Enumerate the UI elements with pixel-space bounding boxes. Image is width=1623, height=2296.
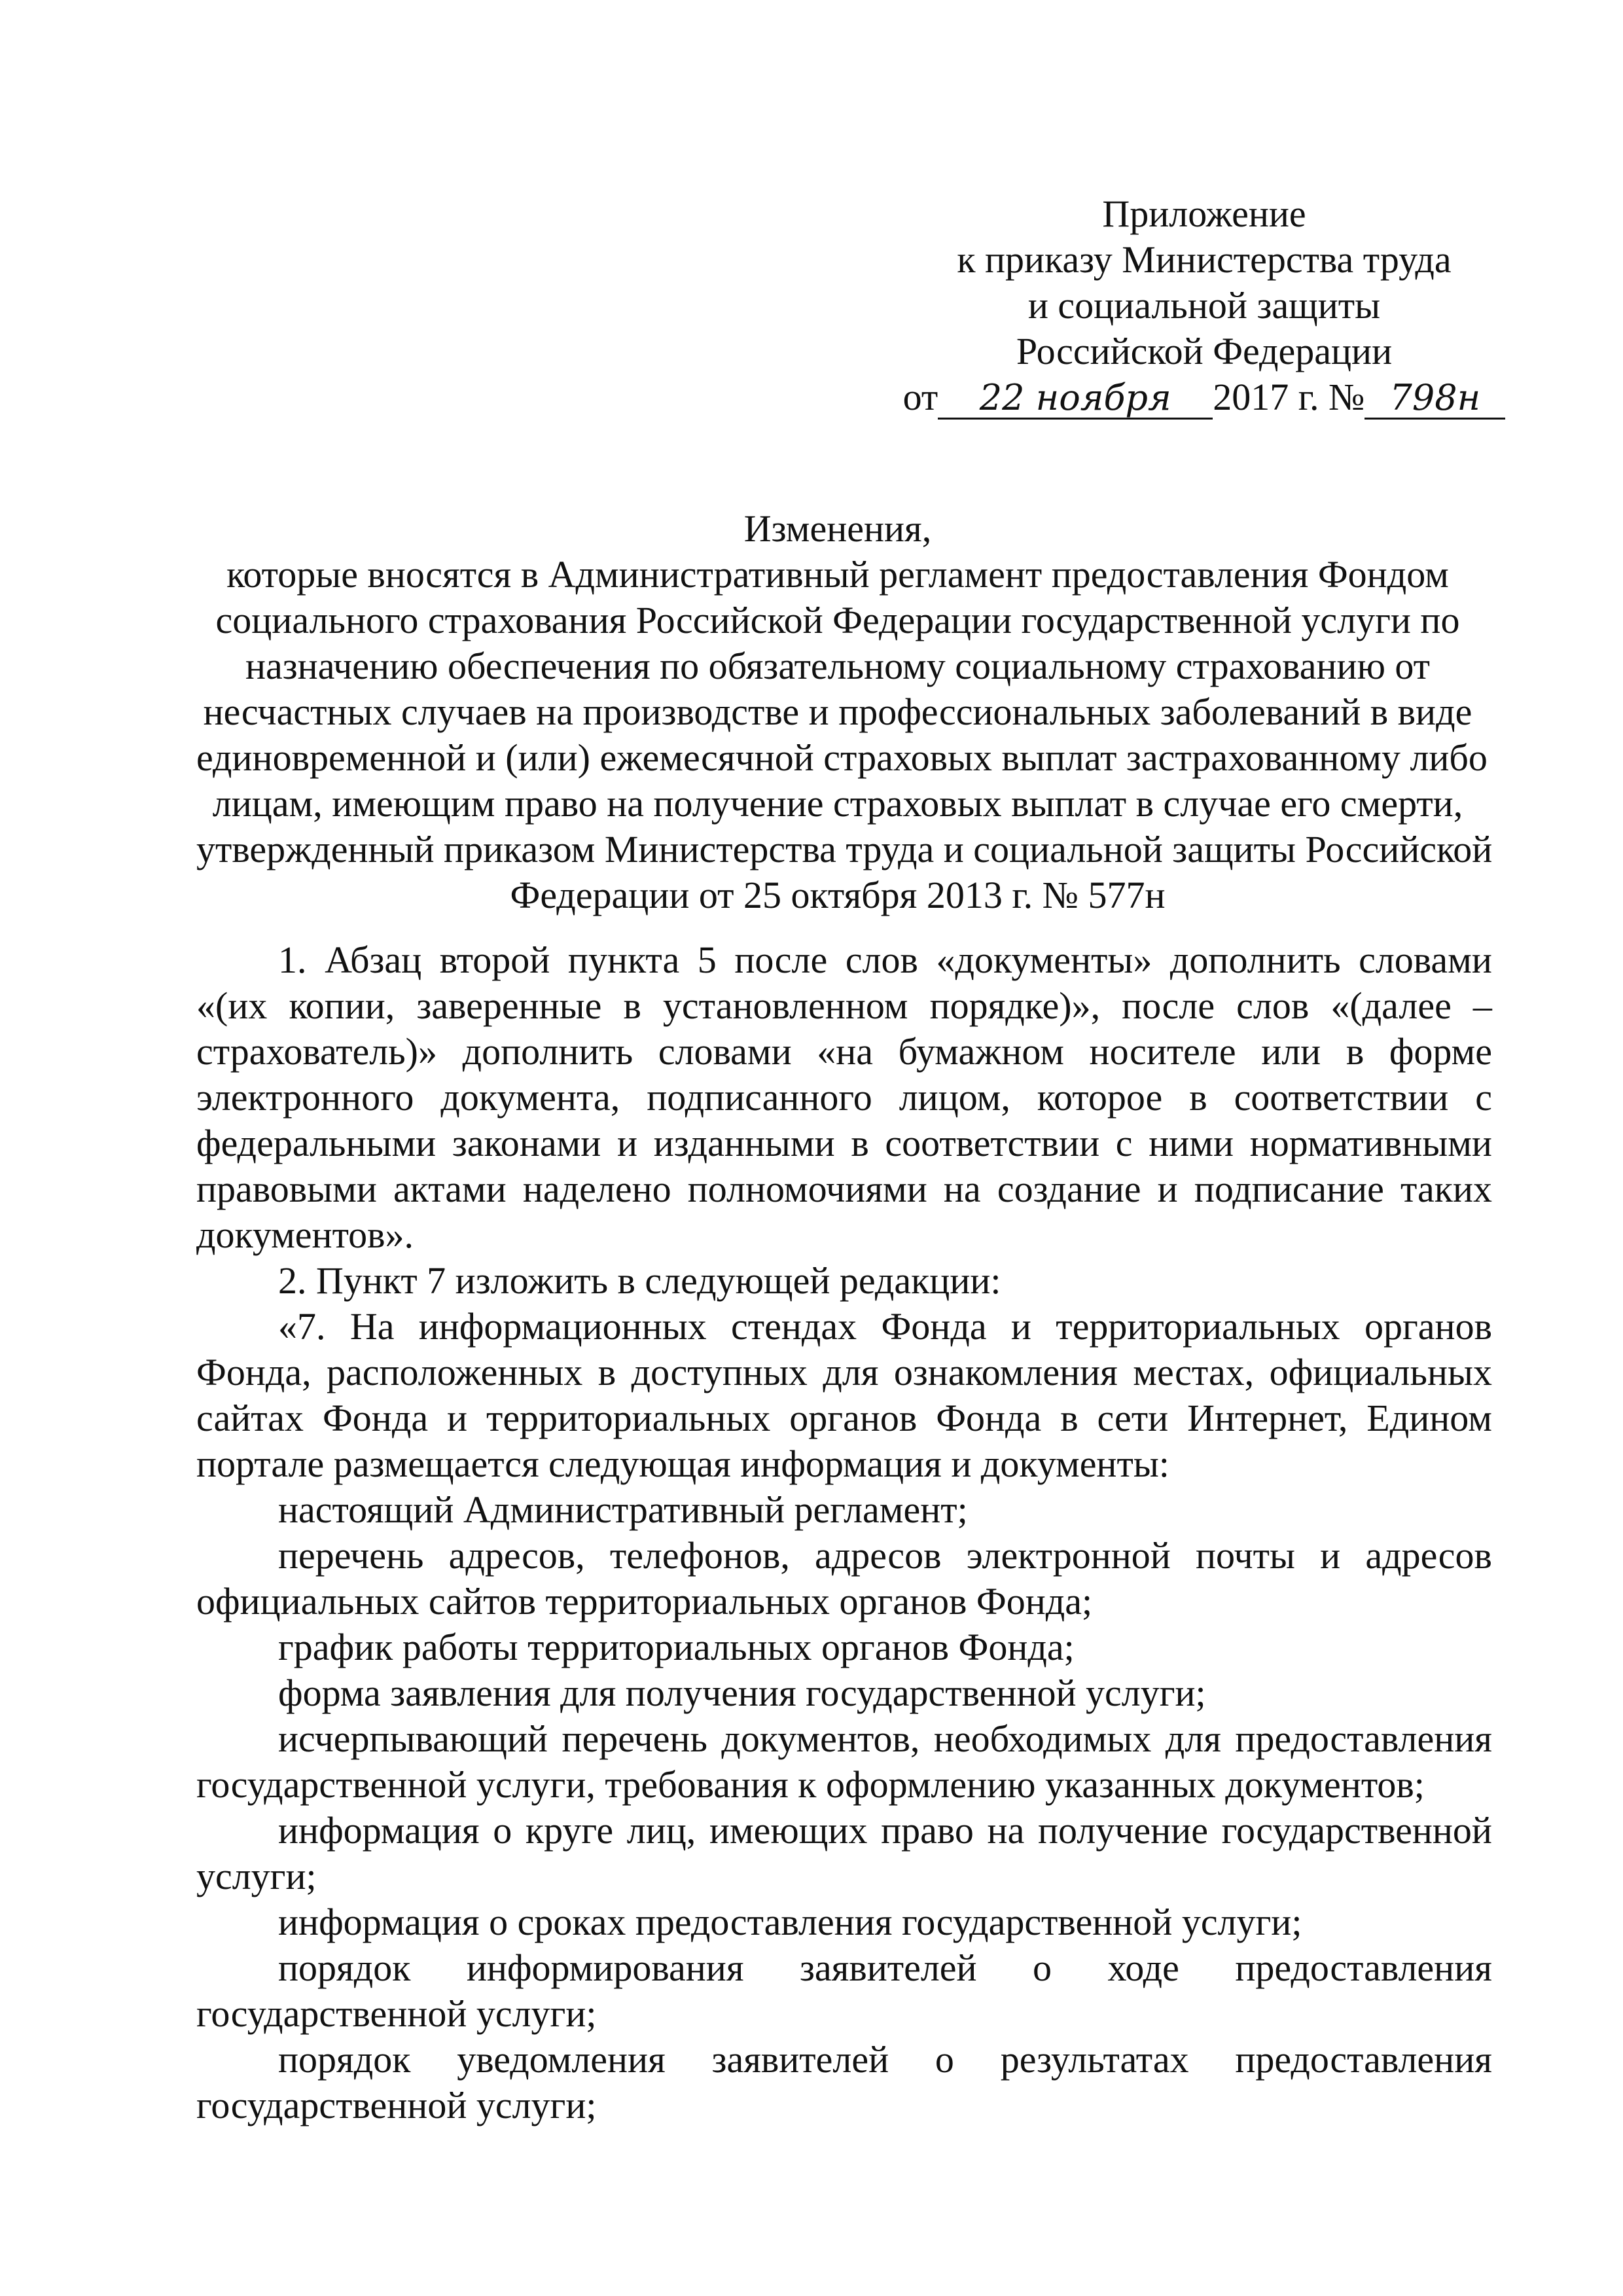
body-line: документов».	[196, 1213, 414, 1256]
body-line: государственной услуги;	[196, 2084, 597, 2126]
body-line: официальных сайтов территориальных органов Фонда;	[196, 1580, 1093, 1623]
body-line: страхователь)» дополнить словами «на бумажном носителе или в форме	[196, 1030, 1492, 1073]
handwritten-number: 798н	[1364, 378, 1505, 420]
body-line: исчерпывающий перечень документов, необходимых для предоставления	[278, 1717, 1492, 1760]
body-line: информация о круге лиц, имеющих право на получение государственной	[278, 1809, 1492, 1852]
handwritten-date: 22 ноября	[938, 378, 1213, 420]
body-line: государственной услуги, требования к оформлению указанных документов;	[196, 1763, 1425, 1806]
document-title	[196, 506, 1493, 918]
body-line: настоящий Административный регламент;	[278, 1488, 968, 1531]
title-line: Федерации от 25 октября 2013 г. № 577н	[510, 874, 1166, 916]
document-body	[196, 937, 1492, 2128]
body-line: портале размещается следующая информация и документы:	[196, 1443, 1169, 1485]
body-line: 2. Пункт 7 изложить в следующей редакции:	[278, 1259, 1001, 1302]
body-line: государственной услуги;	[196, 1992, 597, 2035]
body-line: график работы территориальных органов Фонда;	[278, 1626, 1075, 1668]
body-line: форма заявления для получения государственной услуги;	[278, 1672, 1206, 1714]
body-line: федеральными законами и изданными в соответствии с ними нормативными	[196, 1122, 1492, 1164]
title-line: лицам, имеющим право на получение страховых выплат в случае его смерти,	[212, 782, 1463, 825]
body-line: «(их копии, заверенные в установленном порядке)», после слов «(далее –	[196, 984, 1492, 1027]
title-line: которые вносятся в Административный регламент предоставления Фондом	[226, 553, 1449, 596]
body-line: электронного документа, подписанного лицом, которое в соответствии с	[196, 1076, 1492, 1119]
body-line: порядок уведомления заявителей о результатах предоставления	[278, 2038, 1492, 2081]
body-line: сайтах Фонда и территориальных органов Фонда в сети Интернет, Едином	[196, 1397, 1492, 1439]
title-line: несчастных случаев на производстве и профессиональных заболеваний в виде	[203, 691, 1472, 733]
title-line: социального страхования Российской Федерации государственной услуги по	[215, 599, 1460, 641]
appendix-block	[887, 191, 1522, 420]
body-line: 1. Абзац второй пункта 5 после слов «документы» дополнить словами	[278, 939, 1492, 981]
body-line: правовыми актами наделено полномочиями на создание и подписание таких	[196, 1168, 1492, 1210]
appendix-line: Российской Федерации	[1016, 330, 1393, 372]
body-line: порядок информирования заявителей о ходе предоставления	[278, 1946, 1492, 1989]
order-date-line	[887, 374, 1522, 420]
title-line: утвержденный приказом Министерства труда и социальной защиты Российской	[196, 828, 1493, 870]
order-year: 2017 г. №	[1213, 376, 1365, 418]
title-line: назначению обеспечения по обязательному социальному страхованию от	[245, 645, 1430, 687]
body-line: информация о сроках предоставления государственной услуги;	[278, 1901, 1302, 1943]
date-prefix: от	[902, 376, 938, 418]
title-line: единовременной и (или) ежемесячной страховых выплат застрахованному либо	[196, 736, 1488, 779]
body-line: услуги;	[196, 1855, 317, 1897]
title-heading: Изменения,	[743, 507, 932, 550]
body-line: «7. На информационных стендах Фонда и территориальных органов	[278, 1305, 1492, 1348]
body-line: перечень адресов, телефонов, адресов электронной почты и адресов	[278, 1534, 1492, 1577]
appendix-label: Приложение	[1102, 192, 1306, 235]
body-line: Фонда, расположенных в доступных для ознакомления местах, официальных	[196, 1351, 1492, 1393]
appendix-line: к приказу Министерства труда	[957, 238, 1452, 281]
appendix-line: и социальной защиты	[1027, 284, 1381, 327]
